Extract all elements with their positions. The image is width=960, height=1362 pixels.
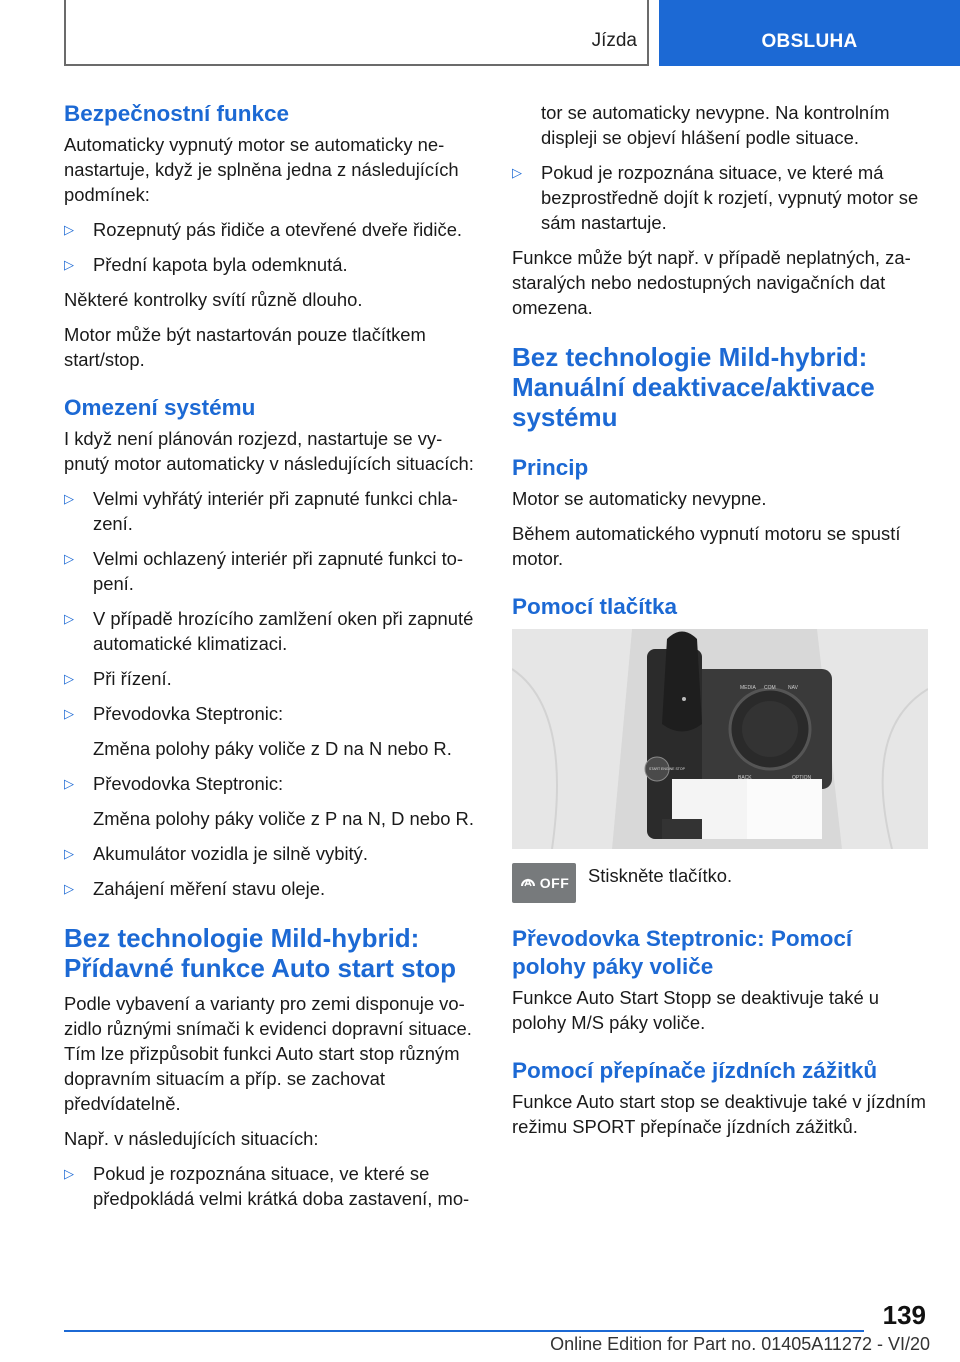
nav-button-label: NAV: [788, 685, 798, 691]
triangle-bullet-icon: ▷: [64, 776, 74, 791]
center-console-photo: [512, 629, 928, 849]
triangle-bullet-icon: ▷: [64, 222, 74, 237]
list-item: ▷ Velmi ochlazený interiér při zapnuté funkci topení.: [64, 548, 464, 594]
footer-divider: [64, 1330, 864, 1332]
list-item: ▷ Převodovka Steptronic: Změna polohy páky voliče z D na N nebo R.: [64, 701, 480, 761]
header-chapter-tab[interactable]: OBSLUHA: [659, 0, 960, 66]
section-title-button: Pomocí tlačítka: [512, 594, 678, 619]
section-title-principle: Princip: [512, 455, 589, 480]
paragraph: Funkce může být např. v případě neplatných, zastaralých nebo nedostupných navigačních dat omezena.: [512, 247, 911, 318]
paragraph: Některé kontrolky svítí různě dlouho.: [64, 289, 363, 310]
off-label: OFF: [539, 875, 570, 891]
auto-start-stop-off-icon: [512, 863, 576, 903]
triangle-bullet-icon: ▷: [64, 671, 74, 686]
list-item-sub: Změna polohy páky voliče z P na N, D nebo R.: [93, 808, 474, 829]
paragraph: Podle vybavení a varianty pro zemi disponuje vozidlo různými snímači k evidenci dopravní situace. Tím lze přizpůsobit funkci Auto start stop různým dopravním situacím a příp. se zachovat předvídatelně.: [64, 993, 472, 1114]
list-item: ▷ Akumulátor vozidla je silně vybitý.: [64, 843, 368, 864]
bullet-list: [64, 1161, 480, 1211]
triangle-bullet-icon: ▷: [64, 611, 74, 626]
paragraph: Funkce Auto start stop se deaktivuje také v jízdním režimu SPORT přepínače jízdních zážitků.: [512, 1091, 926, 1137]
section-title-safety: Bezpečnostní funkce: [64, 101, 290, 126]
triangle-bullet-icon: ▷: [64, 491, 74, 506]
section-title-driving-switch: Pomocí přepínače jízdních zážitků: [512, 1058, 878, 1083]
section-title-limits: Omezení systému: [64, 395, 256, 420]
header-section-title: Jízda: [591, 30, 637, 51]
triangle-bullet-icon: ▷: [512, 165, 522, 180]
header-frame: [64, 0, 649, 66]
list-item: ▷ Převodovka Steptronic: Změna polohy páky voliče z P na N, D nebo R.: [64, 771, 480, 831]
triangle-bullet-icon: ▷: [64, 551, 74, 566]
list-item: ▷ V případě hrozícího zamlžení oken při zapnuté automatické klimatizaci.: [64, 608, 474, 654]
paragraph: Během automatického vypnutí motoru se spustí motor.: [512, 523, 901, 569]
section-title-manual-deactivation: Bez technologie Mild-hybrid: Manuální deaktivace/aktivace systému: [512, 342, 875, 432]
paragraph: Např. v následujících situacích:: [64, 1128, 319, 1149]
list-item: ▷ Rozepnutý pás řidiče a otevřené dveře řidiče.: [64, 219, 463, 240]
paragraph: I když není plánován rozjezd, nastartuje se vypnutý motor automaticky v následujících situacích:: [64, 428, 474, 474]
paragraph: Motor může být nastartován pouze tlačítkem start/stop.: [64, 324, 426, 370]
triangle-bullet-icon: ▷: [64, 881, 74, 896]
left-column: [64, 100, 480, 1221]
com-button-label: COM: [764, 685, 776, 691]
start-stop-button-label: START ENGINE STOP: [649, 767, 685, 771]
paragraph: Funkce Auto Start Stopp se deaktivuje také u polohy M/S páky voliče.: [512, 987, 880, 1033]
page-number: 139: [882, 1300, 926, 1330]
media-button-label: MEDIA: [740, 685, 756, 691]
footer-edition: Online Edition for Part no. 01405A11272 - VI/20: [550, 1334, 930, 1354]
center-console-illustration: [512, 629, 928, 849]
auto-a-icon: [519, 874, 537, 892]
bullet-list: [64, 486, 480, 901]
list-item: ▷ Zahájení měření stavu oleje.: [64, 878, 326, 899]
paragraph: Motor se automaticky nevypne.: [512, 488, 767, 509]
section-title-mild-hybrid-extra: Bez technologie Mild-hybrid: Přídavné funkce Auto start stop: [64, 923, 456, 983]
button-instruction: [512, 863, 928, 903]
triangle-bullet-icon: ▷: [64, 257, 74, 272]
list-item: ▷ Pokud je rozpoznána situace, ve které má bezprostředně dojít k rozjetí, vypnutý motor se sám nastartuje.: [512, 162, 919, 233]
list-item-sub: Změna polohy páky voliče z D na N nebo R.: [93, 738, 452, 759]
bullet-list: [64, 217, 480, 277]
triangle-bullet-icon: ▷: [64, 846, 74, 861]
paragraph: Automaticky vypnutý motor se automaticky nenastartuje, když je splněna jedna z následujících podmínek:: [64, 134, 459, 205]
list-item-continuation: tor se automaticky nevypne. Na kontrolním displeji se objeví hlášení podle situace.: [541, 102, 890, 148]
button-caption: Stiskněte tlačítko.: [588, 865, 733, 886]
list-item: ▷ Při řízení.: [64, 668, 172, 689]
triangle-bullet-icon: ▷: [64, 1166, 74, 1181]
back-button-label: BACK: [738, 775, 752, 781]
section-title-steptronic: Převodovka Steptronic: Pomocí polohy páky voliče: [512, 926, 853, 979]
list-item: ▷ Přední kapota byla odemknutá.: [64, 254, 348, 275]
option-button-label: OPTION: [792, 775, 812, 781]
bullet-list: [512, 160, 928, 235]
right-column: [512, 100, 928, 1149]
list-item: ▷ Velmi vyhřátý interiér při zapnuté funkci chlazení.: [64, 488, 458, 534]
list-item: ▷ Pokud je rozpoznána situace, ve které se předpokládá velmi krátká doba zastavení, mo-: [64, 1163, 470, 1209]
triangle-bullet-icon: ▷: [64, 706, 74, 721]
